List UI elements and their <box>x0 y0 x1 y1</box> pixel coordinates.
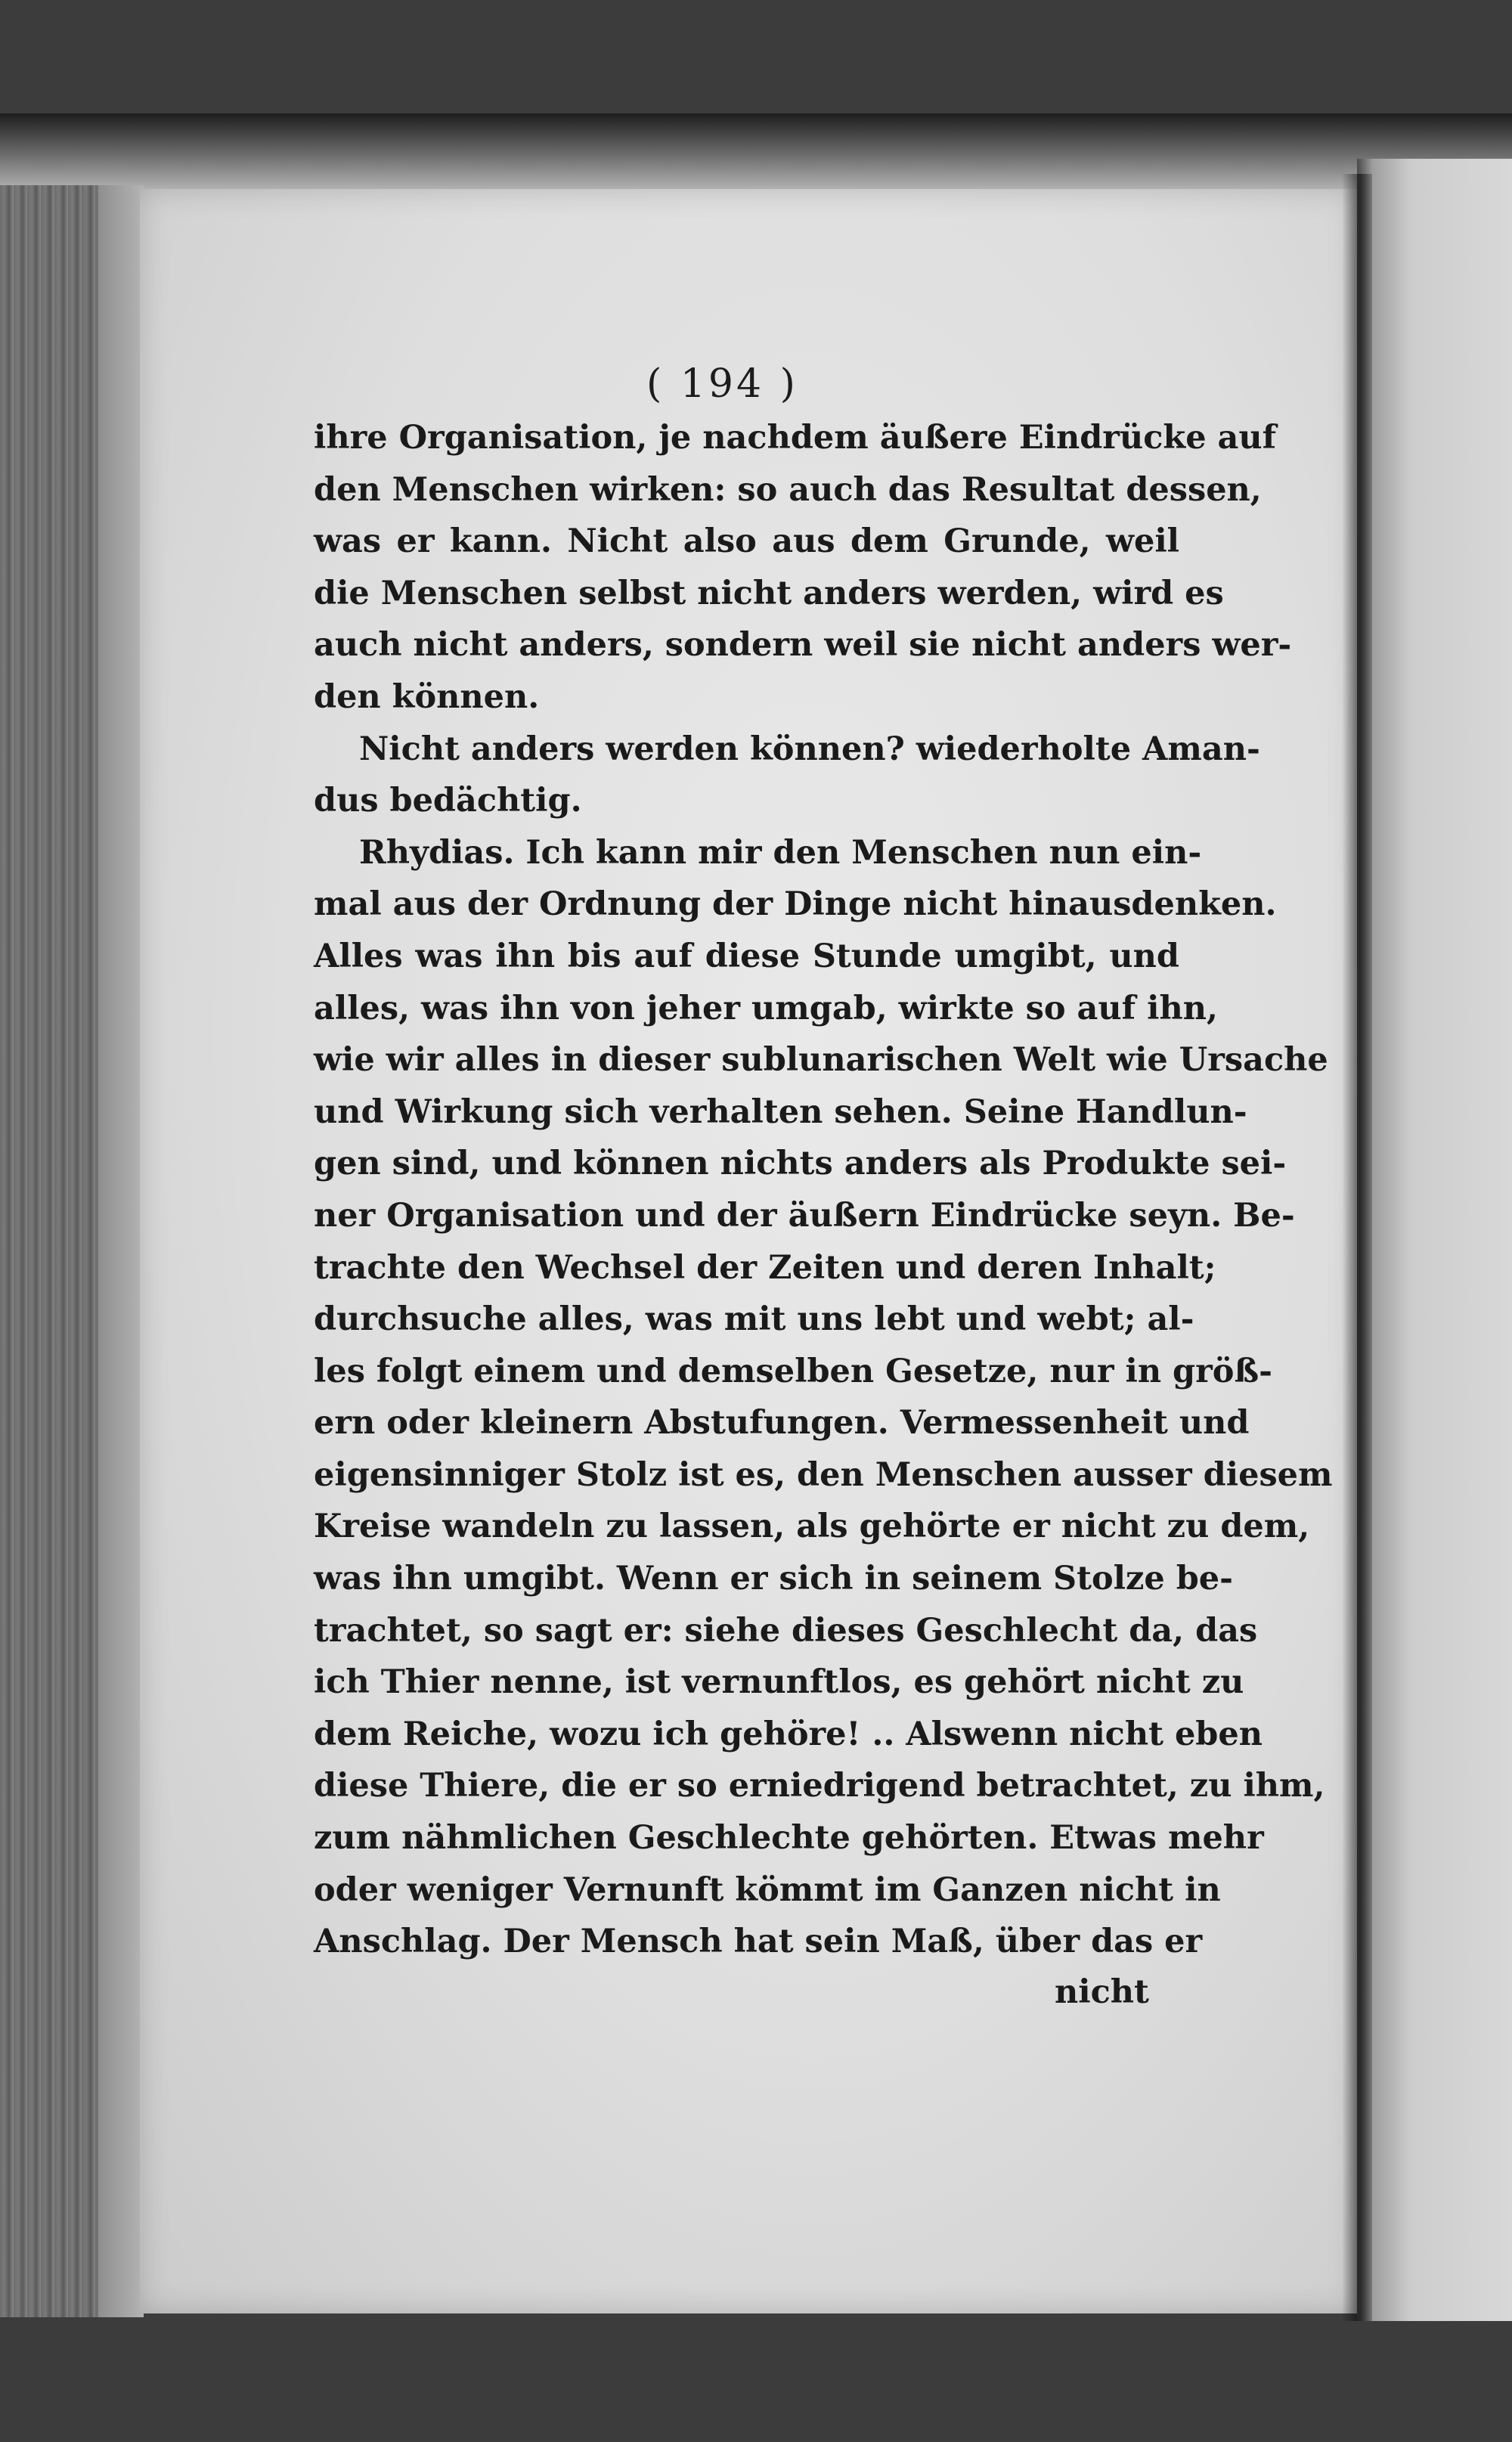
text-line: trachtet, so sagt er: siehe dieses Geschlecht da, das <box>314 1611 1258 1650</box>
text-line: was ihn umgibt. Wenn er sich in seinem Stolze be- <box>314 1560 1234 1598</box>
text-line: Alles was ihn bis auf diese Stunde umgibt, und <box>314 937 1179 975</box>
page-stack-left <box>0 185 144 2317</box>
text-line: eigensinniger Stolz ist es, den Menschen ausser diesem <box>314 1455 1333 1494</box>
text-line: oder weniger Vernunft kömmt im Ganzen nicht in <box>314 1870 1221 1909</box>
text-line: ich Thier nenne, ist vernunftlos, es gehört nicht zu <box>314 1663 1244 1702</box>
page-number: ( 194 ) <box>646 361 798 407</box>
text-line: Kreise wandeln zu lassen, als gehörte er nicht zu dem, <box>314 1508 1310 1546</box>
text-line: Nicht anders werden können? wiederholte Aman- <box>359 730 1260 768</box>
text-line: Anschlag. Der Mensch hat sein Maß, über das er <box>314 1923 1203 1961</box>
text-line: dem Reiche, wozu ich gehöre! .. Alswenn nicht eben <box>314 1715 1263 1753</box>
text-line: Rhydias. Ich kann mir den Menschen nun ein- <box>359 833 1202 872</box>
text-line: zum nähmlichen Geschlechte gehörten. Etwas mehr <box>314 1819 1264 1858</box>
text-line: ern oder kleinern Abstufungen. Vermessenheit und <box>314 1404 1250 1443</box>
catchword: nicht <box>1055 1973 1149 2011</box>
text-line: dus bedächtig. <box>314 782 582 820</box>
text-line: was er kann. Nicht also aus dem Grunde, weil <box>314 522 1179 561</box>
text-line: diese Thiere, die er so erniedrigend betrachtet, zu ihm, <box>314 1767 1325 1805</box>
text-line: alles, was ihn von jeher umgab, wirkte so auf ihn, <box>314 989 1218 1027</box>
text-line: die Menschen selbst nicht anders werden, wird es <box>314 574 1224 612</box>
text-line: auch nicht anders, sondern weil sie nicht anders wer- <box>314 626 1292 665</box>
text-line: ihre Organisation, je nachdem äußere Eindrücke auf <box>314 419 1277 457</box>
text-line: und Wirkung sich verhalten sehen. Seine Handlun- <box>314 1092 1247 1131</box>
text-line: wie wir alles in dieser sublunarischen Welt wie Ursache <box>314 1041 1328 1080</box>
binding-gutter <box>1342 174 1372 2321</box>
text-line: den Menschen wirken: so auch das Resultat dessen, <box>314 470 1262 509</box>
text-line: durchsuche alles, was mit uns lebt und webt; al- <box>314 1300 1194 1339</box>
text-line: trachte den Wechsel der Zeiten und deren Inhalt; <box>314 1248 1216 1287</box>
text-line: les folgt einem und demselben Gesetze, nur in größ- <box>314 1352 1272 1390</box>
facing-page-edge <box>1357 159 1512 2321</box>
text-line: den können. <box>314 677 540 716</box>
body-text <box>314 412 1333 1968</box>
text-line: gen sind, und können nichts anders als Produkte sei- <box>314 1145 1287 1183</box>
text-line: ner Organisation und der äußern Eindrücke seyn. Be- <box>314 1196 1295 1235</box>
text-line: mal aus der Ordnung der Dinge nicht hinausdenken. <box>314 885 1277 924</box>
